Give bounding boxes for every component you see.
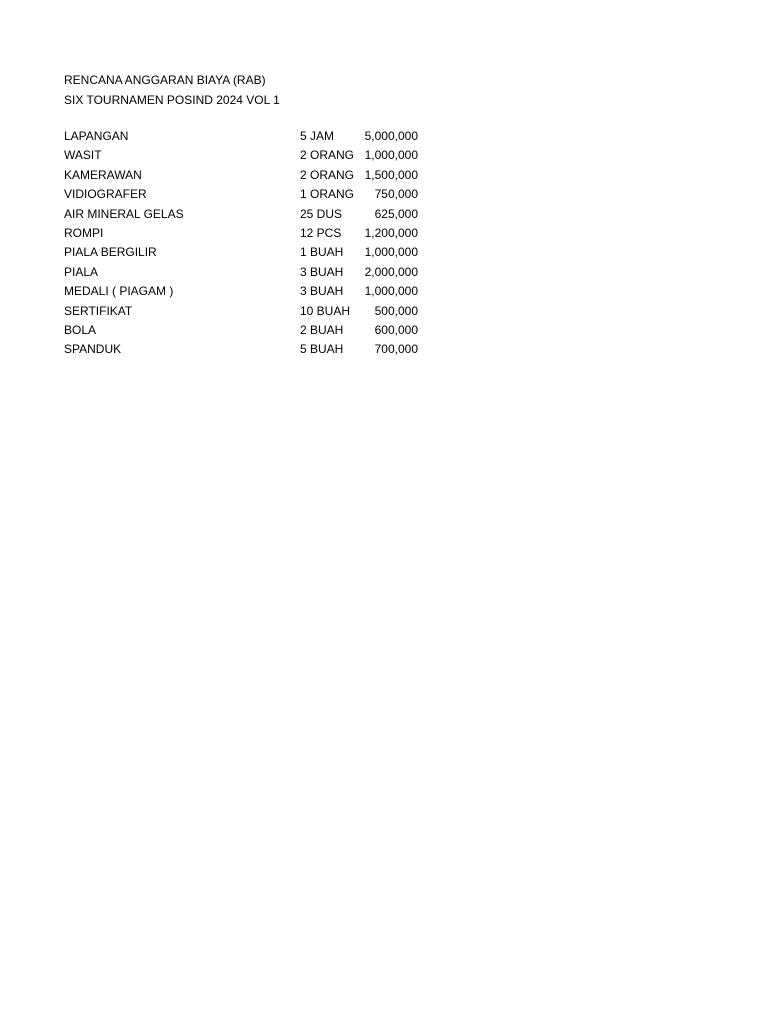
item-quantity: 25 DUS — [300, 206, 343, 221]
document-title: RENCANA ANGGARAN BIAYA (RAB) — [64, 73, 266, 87]
item-cost: 2,000,000 — [364, 264, 418, 279]
item-cost: 1,000,000 — [364, 148, 418, 163]
item-name: WASIT — [64, 148, 102, 163]
item-name: SPANDUK — [64, 342, 122, 357]
table-row — [64, 263, 418, 282]
item-name: VIDIOGRAFER — [64, 187, 147, 202]
item-name: AIR MINERAL GELAS — [64, 206, 184, 221]
item-name: ROMPI — [64, 226, 104, 241]
table-row — [64, 302, 418, 321]
item-cost: 700,000 — [374, 342, 418, 357]
table-row — [64, 127, 418, 146]
item-name: MEDALI ( PIAGAM ) — [64, 284, 174, 299]
item-cost: 750,000 — [374, 187, 418, 202]
item-cost: 5,000,000 — [364, 129, 418, 143]
table-row — [64, 243, 418, 262]
item-cost: 1,000,000 — [364, 284, 418, 299]
table-row — [64, 224, 418, 243]
item-quantity: 5 BUAH — [300, 342, 344, 357]
item-quantity: 10 BUAH — [300, 303, 351, 318]
item-quantity: 12 PCS — [300, 226, 342, 241]
item-name: BOLA — [64, 323, 97, 338]
title-block — [64, 71, 280, 110]
table-row — [64, 185, 418, 204]
item-cost: 1,200,000 — [364, 226, 418, 241]
item-cost: 600,000 — [374, 323, 418, 338]
document-subtitle: SIX TOURNAMEN POSIND 2024 VOL 1 — [64, 92, 280, 107]
item-name: PIALA BERGILIR — [64, 245, 157, 260]
table-row — [64, 146, 418, 165]
table-row — [64, 282, 418, 301]
item-cost: 625,000 — [374, 206, 418, 221]
table-row — [64, 321, 418, 340]
table-row — [64, 340, 418, 359]
item-quantity: 1 ORANG — [300, 187, 355, 202]
item-cost: 1,000,000 — [364, 245, 418, 260]
table-row — [64, 166, 418, 185]
item-cost: 500,000 — [374, 303, 418, 318]
item-name: SERTIFIKAT — [64, 303, 133, 318]
item-quantity: 2 BUAH — [300, 323, 344, 338]
item-quantity: 2 ORANG — [300, 148, 355, 163]
item-quantity: 3 BUAH — [300, 264, 344, 279]
item-name: KAMERAWAN — [64, 167, 142, 182]
item-cost: 1,500,000 — [364, 167, 418, 182]
item-quantity: 1 BUAH — [300, 245, 344, 260]
item-name: LAPANGAN — [64, 129, 129, 143]
table-row — [64, 205, 418, 224]
item-quantity: 5 JAM — [300, 129, 335, 143]
budget-table — [64, 127, 418, 360]
item-quantity: 3 BUAH — [300, 284, 344, 299]
item-name: PIALA — [64, 264, 99, 279]
item-quantity: 2 ORANG — [300, 167, 355, 182]
